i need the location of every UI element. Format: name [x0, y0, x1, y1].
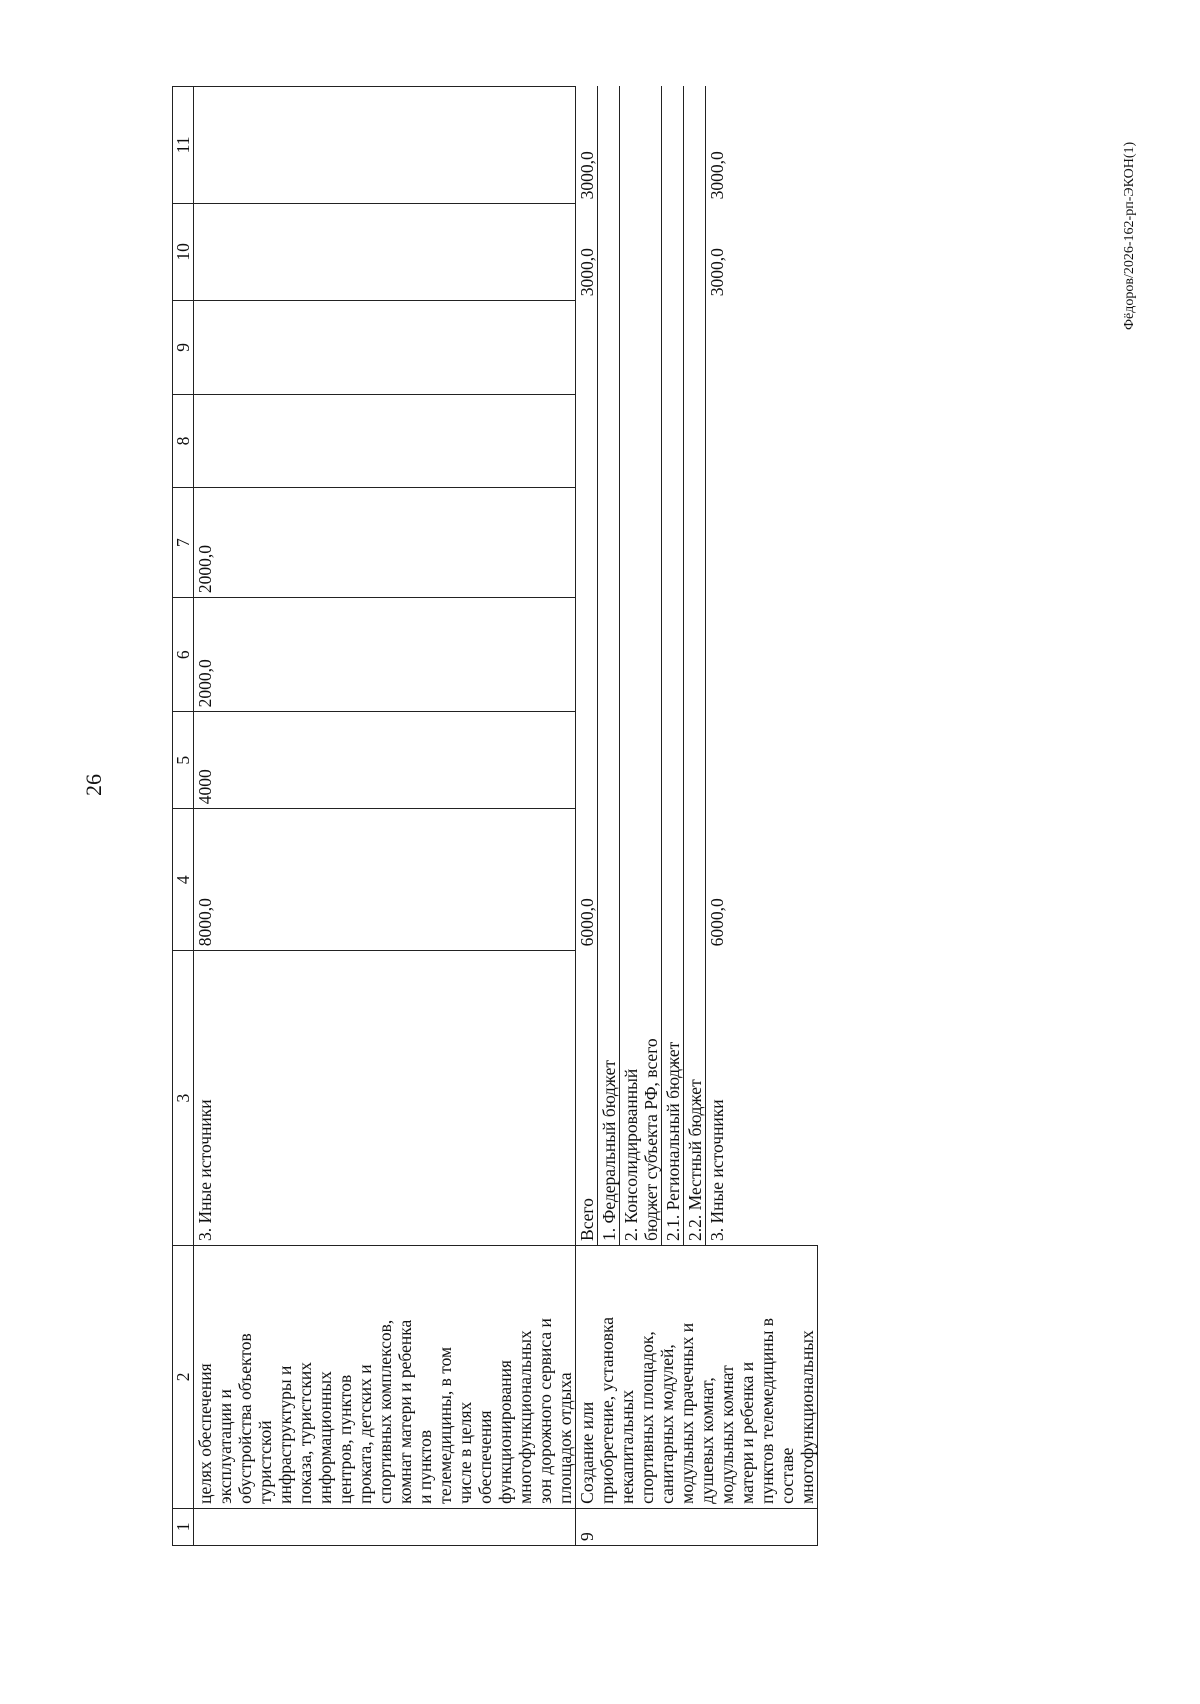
- col-header-7: 7: [173, 487, 194, 597]
- col-header-8: 8: [173, 395, 194, 488]
- budget-table: [172, 86, 818, 1546]
- value-cell-col11: 3000,0: [707, 151, 727, 200]
- funding-label: 2.2. Местный бюджет: [684, 950, 706, 1245]
- value-cell-col11: 3000,0: [576, 87, 598, 204]
- table-row-9: [576, 87, 818, 1546]
- funding-row-consolidated: [620, 87, 662, 1245]
- value-cell-col7: 2000,0: [194, 487, 576, 597]
- table-row-continued: [194, 87, 576, 1546]
- document-code: Фёдоров/2026-162-рп-ЭКОН(1): [1122, 141, 1137, 330]
- value-cell-col10: 3000,0: [707, 248, 727, 297]
- total-value-cell: 6000,0: [576, 808, 598, 950]
- funding-breakdown-cell: [576, 87, 818, 1246]
- value-cell-col8: [194, 395, 576, 488]
- total-value-cell: 6000,0: [707, 898, 727, 947]
- funding-row-total: [576, 87, 598, 1245]
- value-cell-col10: 3000,0: [576, 203, 598, 300]
- column-number-row: [173, 87, 194, 1546]
- total-value-cell: [684, 808, 706, 950]
- value-cell-col10: [662, 203, 684, 300]
- funding-row-local: [684, 87, 706, 1245]
- col-header-11: 11: [173, 87, 194, 204]
- col-header-9: 9: [173, 300, 194, 394]
- value-cell-col5: 4000: [194, 712, 576, 809]
- row-number-cell: [194, 1508, 576, 1545]
- funding-label: 2.1. Региональный бюджет: [662, 950, 684, 1245]
- value-cell-col11: [620, 87, 662, 204]
- value-cell-col11: [194, 87, 576, 204]
- value-cell-col10: [620, 203, 662, 300]
- col-header-10: 10: [173, 203, 194, 300]
- funding-source-cell: 3. Иные источники: [194, 951, 576, 1246]
- row-number-cell: 9: [576, 1508, 818, 1545]
- col-header-5: 5: [173, 712, 194, 809]
- rotated-table-container: [172, 86, 1072, 1546]
- value-cell-col10: [194, 203, 576, 300]
- value-cell-col11: [598, 87, 620, 204]
- value-cell-col11: [684, 87, 706, 204]
- funding-label: 3. Иные источники: [707, 1099, 727, 1241]
- total-value-cell: [598, 808, 620, 950]
- page-number: 26: [81, 774, 106, 796]
- value-cell-col10: [598, 203, 620, 300]
- funding-label: 1. Федеральный бюджет: [598, 950, 620, 1245]
- total-value-cell: [620, 808, 662, 950]
- funding-row-federal: [598, 87, 620, 1245]
- total-value-cell: [662, 808, 684, 950]
- funding-row-other: [706, 87, 728, 1245]
- col-header-3: 3: [173, 951, 194, 1246]
- col-header-4: 4: [173, 809, 194, 951]
- total-value-cell: 8000,0: [194, 809, 576, 951]
- item-description-continued: целях обеспечения эксплуатации и обустройства объектов туристской инфраструктуры и показа, туристских информационных центров, пунктов проката, детских и спортивных комплексов, комнат матери и ребенка и пунктов телемедицины, в том числе в целях обеспечения функционирования многофункциональных зон дорожного сервиса и площадок отдыха: [194, 1245, 576, 1508]
- funding-label: 2. Консолидированный бюджет субъекта РФ, всего: [620, 950, 662, 1245]
- funding-breakdown-table: [576, 87, 727, 1245]
- funding-label: Всего: [576, 950, 598, 1245]
- col-header-2: 2: [173, 1245, 194, 1508]
- value-cell-col10: [684, 203, 706, 300]
- col-header-6: 6: [173, 598, 194, 712]
- value-cell-col6: 2000,0: [194, 598, 576, 712]
- item-description: Создание или приобретение, установка некапитальных спортивных площадок, санитарных модулей, модульных прачечных и душевых комнат, модульных комнат матери и ребенка и пунктов телемедицины в составе многофункциональных: [576, 1245, 818, 1508]
- value-cell-col9: [194, 300, 576, 394]
- value-cell-col11: [662, 87, 684, 204]
- funding-row-regional: [662, 87, 684, 1245]
- col-header-1: 1: [173, 1508, 194, 1545]
